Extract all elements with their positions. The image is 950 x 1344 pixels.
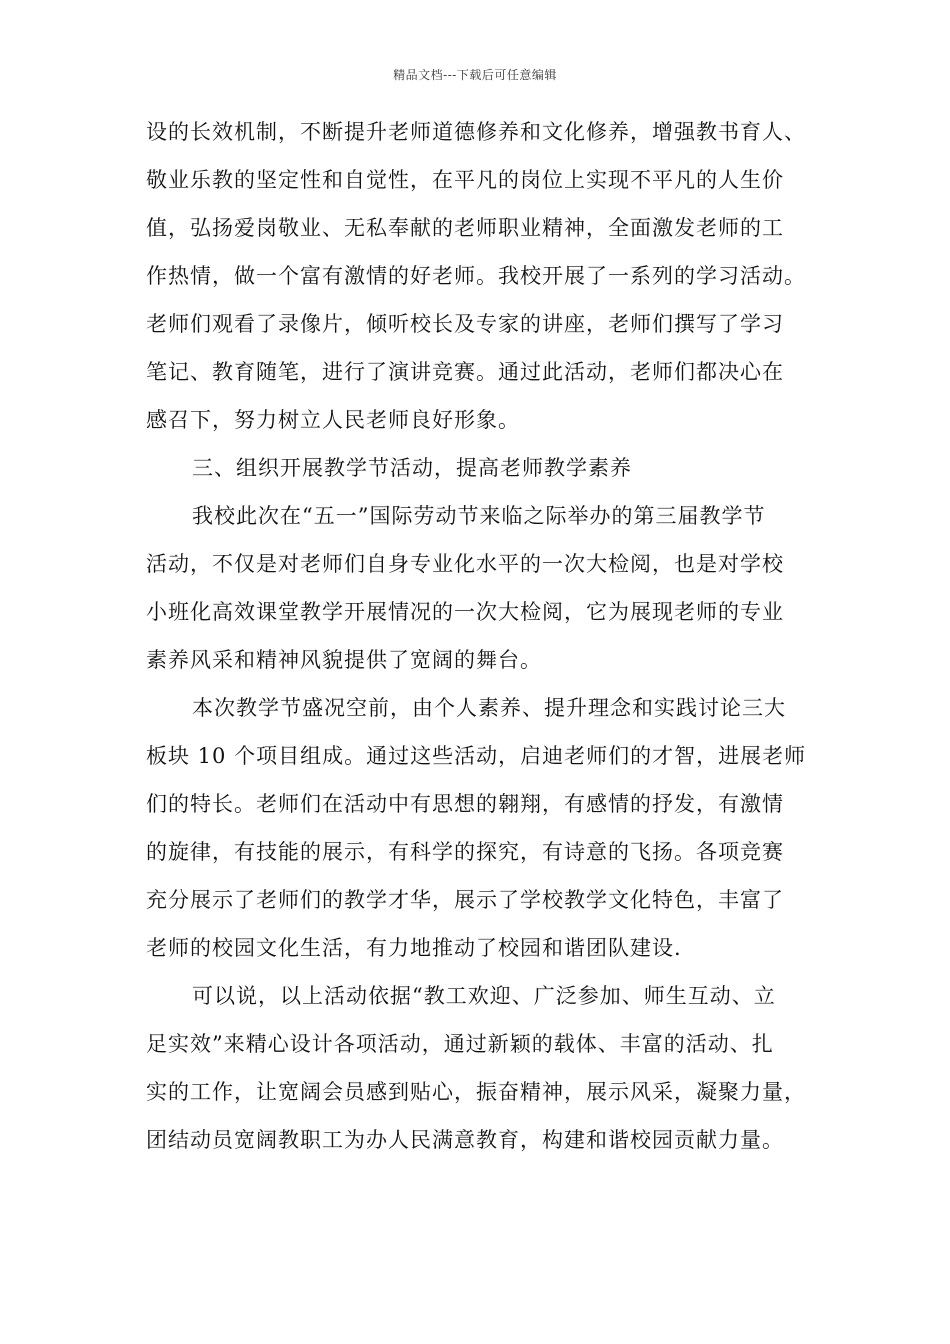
text-line: 老师的校园文化生活，有力地推动了校园和谐团队建设. [146,936,682,960]
text-line: 素养风采和精神风貌提供了宽阔的舞台。 [146,648,542,672]
text-line: 我校此次在“五一”国际劳动节来临之际举办的第三届教学节 [192,504,766,528]
text-line: 实的工作，让宽阔会员感到贴心，振奋精神，展示风采，凝聚力量， [146,1080,806,1104]
page-header: 精品文档---下载后可任意编辑 [393,68,557,82]
section-heading: 三、组织开展教学节活动，提高老师教学素养 [192,456,632,480]
text-line: 充分展示了老师们的教学才华，展示了学校教学文化特色，丰富了 [146,888,784,912]
text-line: 作热情，做一个富有激情的好老师。我校开展了一系列的学习活动。 [146,264,806,288]
text-line: 笔记、教育随笔，进行了演讲竞赛。通过此活动，老师们都决心在 [146,360,784,384]
text-line: 本次教学节盛况空前，由个人素养、提升理念和实践讨论三大 [192,696,786,720]
text-line: 敬业乐教的坚定性和自觉性，在平凡的岗位上实现不平凡的人生价 [146,168,784,192]
text-line: 足实效”来精心设计各项活动，通过新颖的载体、丰富的活动、扎 [146,1032,774,1056]
text-line: 设的长效机制，不断提升老师道德修养和文化修养，增强教书育人、 [146,120,806,144]
text-line: 团结动员宽阔教职工为办人民满意教育，构建和谐校园贡献力量。 [146,1128,784,1152]
text-line: 老师们观看了录像片，倾听校长及专家的讲座，老师们撰写了学习 [146,312,784,336]
text-line: 们的特长。老师们在活动中有思想的翱翔，有感情的抒发，有激情 [146,792,784,816]
text-line: 值，弘扬爱岗敬业、无私奉献的老师职业精神，全面激发老师的工 [146,216,784,240]
text-line: 可以说，以上活动依据“教工欢迎、广泛参加、师生互动、立 [192,984,776,1008]
text-line: 活动，不仅是对老师们自身专业化水平的一次大检阅，也是对学校 [146,552,784,576]
text-line: 的旋律，有技能的展示，有科学的探究，有诗意的飞扬。各项竞赛 [146,840,784,864]
text-line: 板块 10 个项目组成。通过这些活动，启迪老师们的才智，进展老师 [146,744,807,768]
document-body [146,120,826,1176]
text-line: 小班化高效课堂教学开展情况的一次大检阅，它为展现老师的专业 [146,600,784,624]
text-line: 感召下，努力树立人民老师良好形象。 [146,408,520,432]
